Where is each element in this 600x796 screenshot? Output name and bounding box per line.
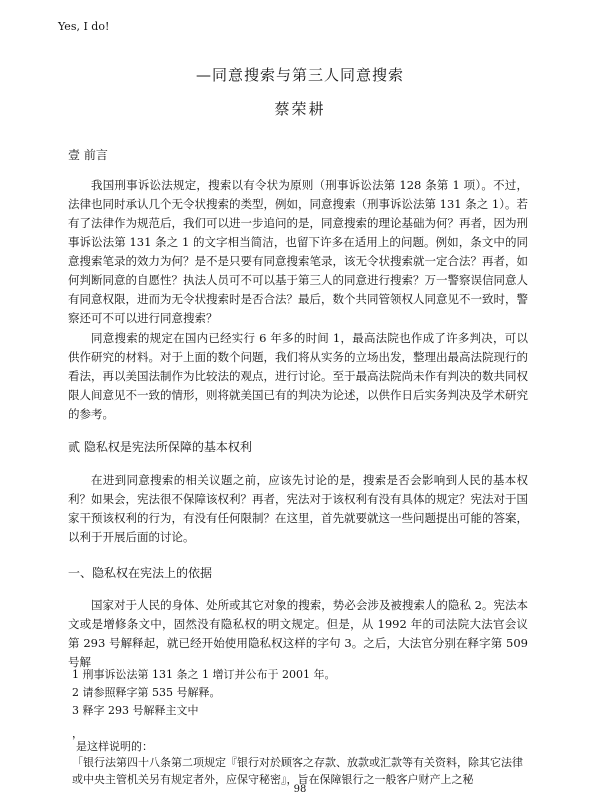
- footnote-mark: ，: [72, 727, 83, 740]
- section-heading-intro: 壹 前言: [68, 148, 108, 162]
- privacy-paragraph-1: 在进到同意搜索的相关议题之前，应该先讨论的是，搜索是否会影响到人民的基本权利？如果会，宪法很不保障该权利？再者，宪法对于该权利有没有具体的规定？宪法对于国家干预该权利的行为，有没有任何限制？在这里，首先就要就这一些问题提出可能的答案，以利于开展后面的讨论。: [68, 473, 528, 544]
- corner-note: Yes, I do!: [58, 20, 110, 33]
- quoted-text: 「银行法第四十八条第二项规定『银行对於顾客之存款、放款或汇款等有关资料，除其它法律或中央主管机关另有规定者外，应保守秘密』，旨在保障银行之一般客户财产上之秘: [72, 756, 523, 786]
- subsection-heading-constitution: 一、隐私权在宪法上的依据: [68, 566, 213, 580]
- intro-paragraph-2: 同意搜索的规定在国内已经实行 6 年多的时间 1，最高法院也作成了许多判决，可以供作研究的材料。对于上面的数个问题，我们将从实务的立场出发，整理出最高法院现行的看法，再以美国法制作为比较法的观点，进行讨论。至于最高法院尚未作有判决的数共同权限人间意见不一致的情形，则将就美国已有的判决为论述，以供作日后实务判决及学术研究的参考。: [68, 331, 528, 421]
- section-heading-privacy: 贰 隐私权是宪法所保障的基本权利: [68, 440, 252, 454]
- quote-label: 是这样说明的：: [76, 740, 153, 753]
- footnote-1: 1 刑事诉讼法第 131 条之 1 增订并公布于 2001 年。: [72, 668, 336, 681]
- constitution-paragraph-1: 国家对于人民的身体、处所或其它对象的搜索，势必会涉及被搜索人的隐私 2。宪法本文或是增修条文中，固然没有隐私权的明文规定。但是，从 1992 年的司法院大法官会议第 293 号解释起，就已经开始使用隐私权这样的字句 3。之后，大法官分别在释字第 509 号解: [68, 598, 528, 669]
- intro-paragraph-1: 我国刑事诉讼法规定，搜索以有令状为原则（刑事诉讼法第 128 条第 1 项）。不过，法律也同时承认几个无令状搜索的类型，例如，同意搜索（刑事诉讼法第 131 条之 1）。若有了法律作为规范后，我们可以进一步追问的是，同意搜索的理论基础为何？再者，因为刑事诉讼法第 131 条之 1 的文字相当简洁，也留下许多在适用上的问题。例如，条文中的同意搜索笔录的效力为何？是不是只要有同意搜索笔录，该无令状搜索就一定合法？再者，如何判断同意的自愿性？执法人员可不可以基于第三人的同意进行搜索？万一警察误信同意人有同意权限，进而为无令状搜索时是否合法？最后，数个共同管领权人同意见不一致时，警察还可不可以进行同意搜索？: [68, 178, 528, 325]
- page-number: 98: [293, 784, 307, 795]
- footnote-3: 3 释字 293 号解释主文中: [72, 704, 199, 717]
- footnote-2: 2 请参照释字第 535 号解释。: [72, 686, 221, 699]
- document-title: —同意搜索与第三人同意搜索: [195, 66, 404, 84]
- author-name: 蔡荣耕: [274, 100, 326, 118]
